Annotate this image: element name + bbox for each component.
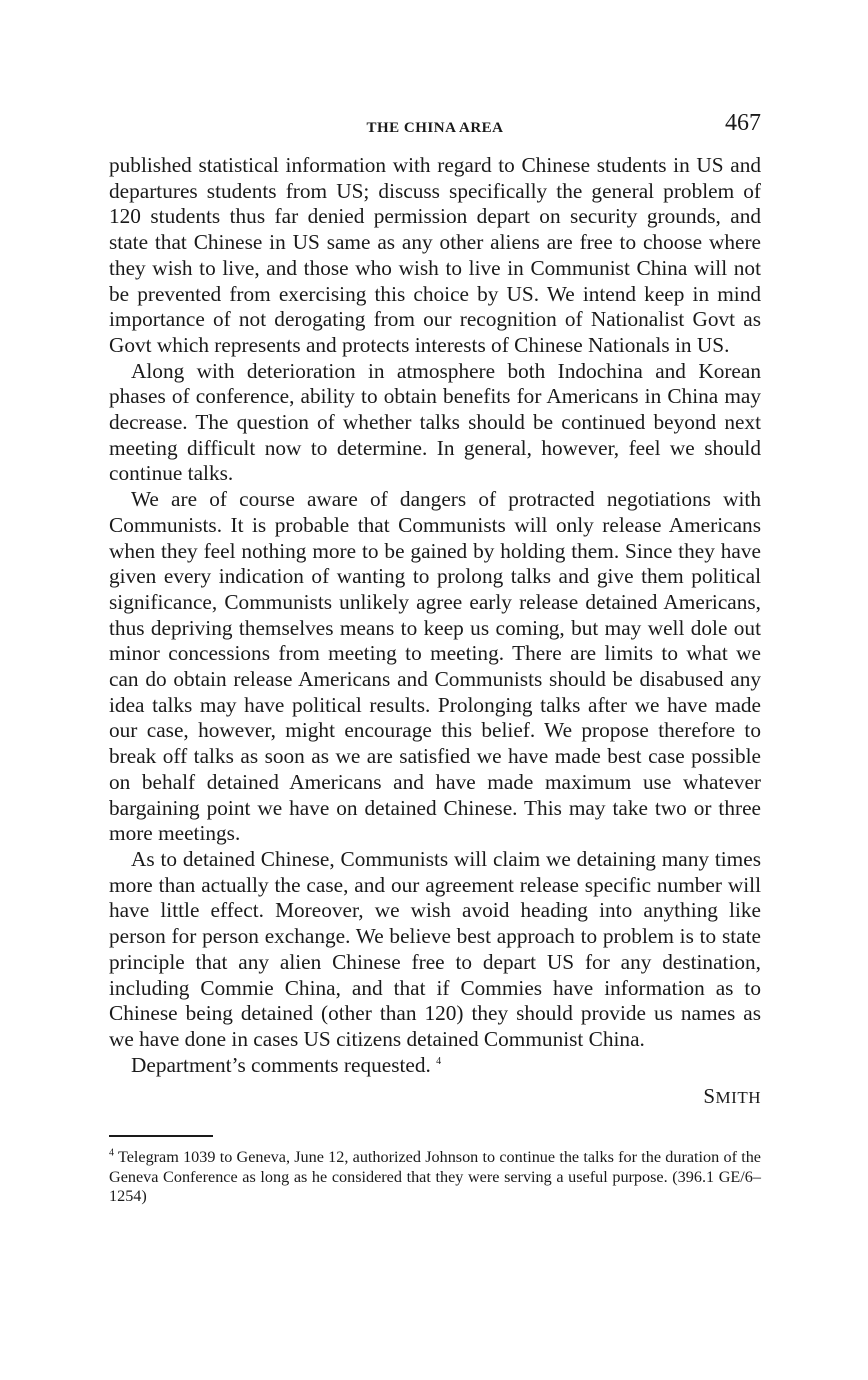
document-page — [109, 108, 761, 1207]
paragraph-4: As to detained Chinese, Communists will claim we detaining many times more than actually the case, and our agreement release specific number will have little effect. Moreover, we wish avoid heading into anything like person for person exchange. We believe best approach to problem is to state principle that any alien Chinese free to depart US for any destination, including Commie China, and that if Commies have information as to Chinese being detained (other than 120) they should provide us names as we have done in cases US citizens detained Communist China. — [109, 846, 761, 1051]
footnote-marker: 4 — [109, 1147, 114, 1159]
footnote-text: Telegram 1039 to Geneva, June 12, authorized Johnson to continue the talks for the duration of the Geneva Conference as long as he considered that they were serving a useful purpose. (396.1 GE/6–1254) — [109, 1148, 761, 1206]
footnote — [109, 1148, 761, 1207]
paragraph-2: Along with deterioration in atmosphere both Indochina and Korean phases of conference, ability to obtain benefits for Americans in China may decrease. The question of whether talks should be continued beyond next meeting difficult now to determine. In general, however, feel we should continue talks. — [109, 358, 761, 486]
page-number: 467 — [725, 110, 761, 136]
paragraph-3: We are of course aware of dangers of protracted negotiations with Communists. It is probable that Communists will only release Americans when they feel nothing more to be gained by holding them. Since they have given every indication of wanting to prolong talks and give them political significance, Communists unlikely agree early release detained Americans, thus depriving themselves means to keep us coming, but may well dole out minor concessions from meeting to meeting. There are limits to what we can do obtain release Americans and Communists should be disabused any idea talks may have political results. Prolonging talks after we have made our case, however, might encourage this belief. We propose therefore to break off talks as soon as we are satisfied we have made best case possible on behalf detained Americans and have made maximum use whatever bargaining point we have on detained Chinese. This may take two or three more meetings. — [109, 487, 761, 846]
footnote-divider — [109, 1135, 213, 1137]
running-title: THE CHINA AREA — [366, 120, 504, 136]
signature-initial: S — [703, 1084, 716, 1109]
running-head — [109, 108, 761, 148]
signature-rest: MITH — [715, 1088, 761, 1108]
body-text — [109, 153, 761, 1078]
signature — [109, 1084, 761, 1109]
closing-text: Department’s comments requested. — [131, 1052, 431, 1077]
footnote-reference: 4 — [436, 1055, 442, 1067]
paragraph-1: published statistical information with regard to Chinese students in US and departures students from US; discuss specifically the general problem of 120 students thus far denied permission depart on security grounds, and state that Chinese in US same as any other aliens are free to choose where they wish to live, and those who wish to live in Communist China will not be prevented from exercising this choice by US. We intend keep in mind importance of not derogating from our recognition of Nationalist Govt as Govt which represents and protects interests of Chinese Nationals in US. — [109, 153, 761, 357]
closing-paragraph — [109, 1053, 761, 1079]
